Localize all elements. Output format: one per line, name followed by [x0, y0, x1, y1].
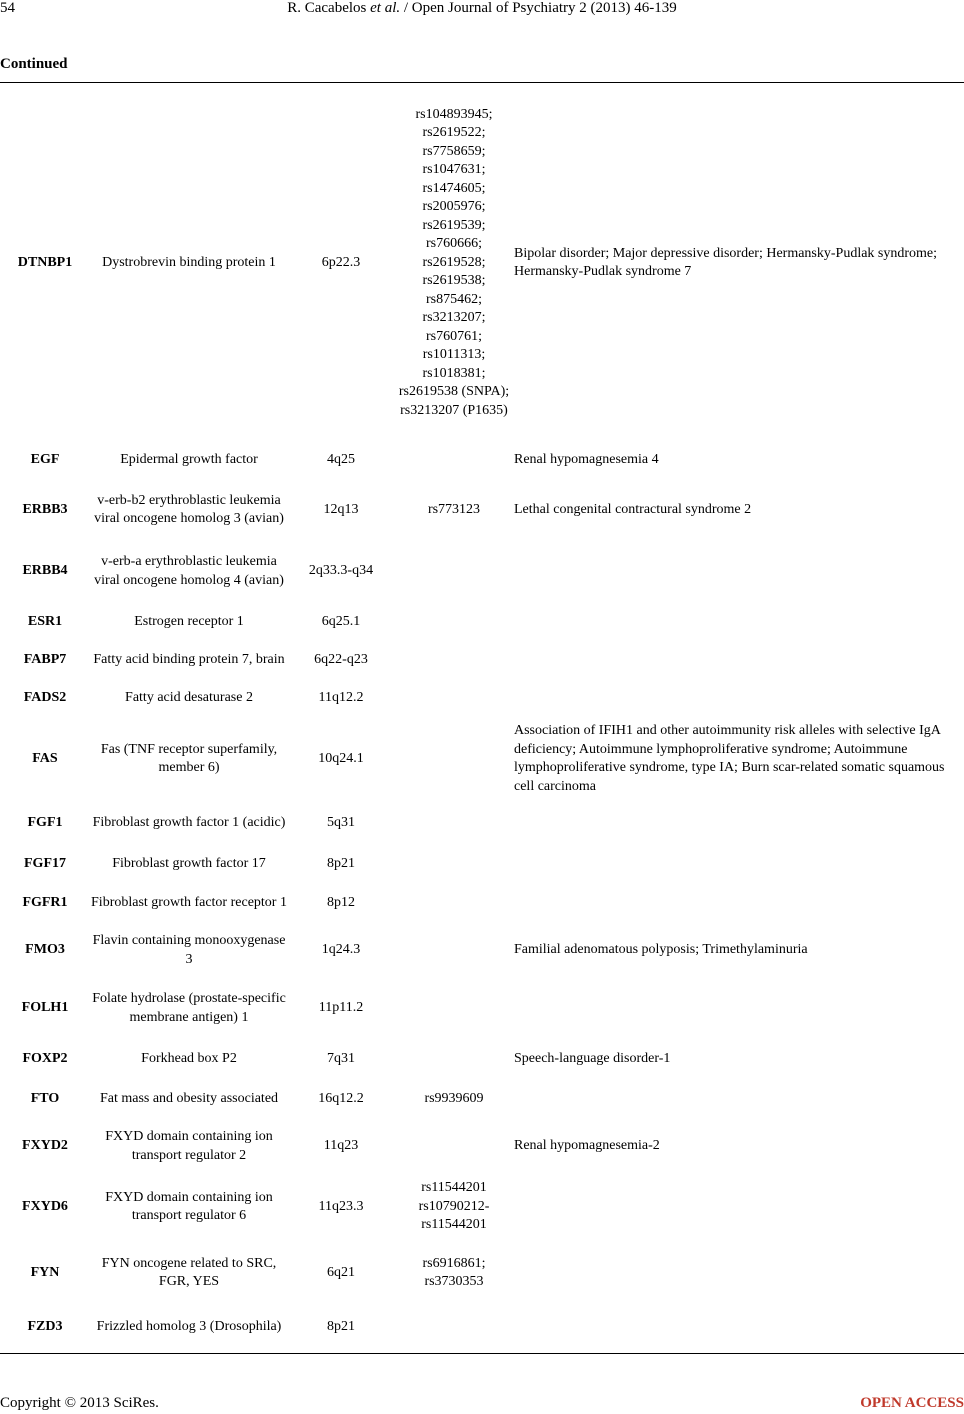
table-row — [0, 540, 964, 603]
snp-list-cell — [394, 540, 514, 603]
associated-disorders: Bipolar disorder; Major depressive disorder; Hermansky-Pudlak syndrome; Hermansky-Pudlak syndrome 7 — [514, 245, 938, 279]
chromosome-location: 8p21 — [327, 1319, 355, 1335]
chromosome-location: 11q23.3 — [318, 1198, 364, 1214]
gene-name-cell — [90, 1242, 288, 1304]
snp-list-cell — [394, 1040, 514, 1078]
table-row — [0, 1040, 964, 1078]
associated-disorders-cell — [514, 1121, 954, 1172]
gene-symbol: FXYD6 — [22, 1198, 68, 1214]
chromosome-location-cell — [288, 641, 394, 679]
chromosome-location-cell — [288, 800, 394, 846]
chromosome-location: 6q21 — [327, 1264, 355, 1280]
associated-disorders: Renal hypomagnesemia-2 — [514, 1138, 660, 1154]
gene-symbol: FZD3 — [27, 1319, 63, 1335]
gene-symbol: FYN — [30, 1264, 60, 1280]
table-row — [0, 718, 964, 800]
gene-name-cell — [90, 641, 288, 679]
running-head-journal: / Open Journal of Psychiatry 2 (2013) 46-139 — [400, 0, 677, 16]
gene-name: FYN oncogene related to SRC, FGR, YES — [101, 1255, 277, 1289]
snp-list-cell — [394, 800, 514, 846]
table-row — [0, 977, 964, 1040]
chromosome-location-cell — [288, 846, 394, 882]
open-access-label: OPEN ACCESS — [860, 1395, 964, 1411]
gene-name: Dystrobrevin binding protein 1 — [102, 254, 276, 270]
table-row — [0, 800, 964, 846]
chromosome-location: 12q13 — [323, 501, 359, 517]
chromosome-location: 6q25.1 — [321, 613, 361, 629]
associated-disorders: Speech-language disorder-1 — [514, 1050, 671, 1066]
gene-symbol-cell — [0, 1304, 90, 1351]
associated-disorders-cell — [514, 641, 954, 679]
table-row — [0, 603, 964, 641]
gene-name: Fas (TNF receptor superfamily, member 6) — [100, 741, 278, 775]
gene-name: FXYD domain containing ion transport regulator 2 — [105, 1129, 273, 1163]
snp-list-cell — [394, 1078, 514, 1121]
table-row — [0, 1304, 964, 1351]
associated-disorders: Familial adenomatous polyposis; Trimethylaminuria — [514, 942, 808, 958]
gene-name: Fatty acid binding protein 7, brain — [93, 651, 285, 667]
gene-symbol-cell — [0, 480, 90, 540]
gene-symbol-cell — [0, 800, 90, 846]
gene-symbol-cell — [0, 846, 90, 882]
snp-list: rs6916861; rs3730353 — [422, 1255, 486, 1289]
snp-list-cell — [394, 977, 514, 1040]
table-bottom-rule — [0, 1353, 964, 1354]
gene-name-cell — [90, 85, 288, 441]
associated-disorders: Renal hypomagnesemia 4 — [514, 452, 659, 468]
page-number: 54 — [0, 0, 15, 16]
gene-symbol-cell — [0, 441, 90, 480]
gene-symbol-cell — [0, 924, 90, 977]
associated-disorders-cell — [514, 977, 954, 1040]
gene-name: Fat mass and obesity associated — [99, 1091, 279, 1107]
gene-name: Frizzled homolog 3 (Drosophila) — [96, 1319, 282, 1335]
chromosome-location: 10q24.1 — [318, 750, 364, 766]
snp-list-cell — [394, 441, 514, 480]
chromosome-location-cell — [288, 718, 394, 800]
chromosome-location: 7q31 — [327, 1050, 355, 1066]
gene-symbol-cell — [0, 1121, 90, 1172]
chromosome-location-cell — [288, 1078, 394, 1121]
snp-list-cell — [394, 924, 514, 977]
gene-name-cell — [90, 718, 288, 800]
associated-disorders-cell — [514, 1172, 954, 1242]
associated-disorders-cell — [514, 441, 954, 480]
snp-list-cell — [394, 718, 514, 800]
associated-disorders-cell — [514, 882, 954, 924]
gene-symbol: FTO — [30, 1091, 60, 1107]
snp-list-cell — [394, 1172, 514, 1242]
table-top-rule — [0, 82, 964, 83]
snp-list-cell — [394, 603, 514, 641]
associated-disorders-cell — [514, 679, 954, 718]
associated-disorders-cell — [514, 924, 954, 977]
chromosome-location-cell — [288, 441, 394, 480]
gene-symbol-cell — [0, 718, 90, 800]
chromosome-location-cell — [288, 679, 394, 718]
associated-disorders: Association of IFIH1 and other autoimmunity risk alleles with selective IgA deficiency; Autoimmune lymphoproliferative syndrome; Autoimmune lymphoproliferative syndrome, type IA; Burn scar-related somatic squamous cell carcinoma — [514, 723, 945, 794]
gene-symbol-cell — [0, 1172, 90, 1242]
chromosome-location: 11q23 — [323, 1138, 359, 1154]
table-row — [0, 846, 964, 882]
associated-disorders-cell — [514, 1040, 954, 1078]
snp-list: rs11544201 rs10790212- rs11544201 — [418, 1180, 490, 1233]
gene-symbol-cell — [0, 85, 90, 441]
associated-disorders-cell — [514, 540, 954, 603]
chromosome-location: 6q22-q23 — [314, 651, 368, 667]
associated-disorders-cell — [514, 1078, 954, 1121]
table-row — [0, 882, 964, 924]
chromosome-location: 11p11.2 — [318, 1000, 364, 1016]
snp-list: rs104893945; rs2619522; rs7758659; rs1047631; rs1474605; rs2005976; rs2619539; rs760666; rs2619528; rs2619538; rs875462; rs3213207; rs760761; rs1011313; rs1018381; rs2619538 (SNPA); rs3213207 (P1635) — [398, 106, 510, 418]
gene-name: Fibroblast growth factor 17 — [112, 855, 266, 871]
gene-symbol-cell — [0, 882, 90, 924]
snp-list-cell — [394, 882, 514, 924]
table-row — [0, 1121, 964, 1172]
chromosome-location: 4q25 — [327, 452, 355, 468]
associated-disorders-cell — [514, 846, 954, 882]
gene-symbol: FGF17 — [24, 855, 66, 871]
gene-symbol: ERBB4 — [22, 563, 68, 579]
gene-symbol: FABP7 — [23, 651, 67, 667]
running-head — [0, 0, 964, 17]
gene-symbol: FXYD2 — [22, 1138, 68, 1154]
associated-disorders-cell — [514, 603, 954, 641]
gene-symbol-cell — [0, 977, 90, 1040]
gene-symbol-cell — [0, 1078, 90, 1121]
gene-name-cell — [90, 1121, 288, 1172]
snp-list-cell — [394, 1304, 514, 1351]
chromosome-location: 2q33.3-q34 — [308, 563, 374, 579]
table-row — [0, 641, 964, 679]
table-row — [0, 924, 964, 977]
snp-list-cell — [394, 679, 514, 718]
gene-symbol: FADS2 — [23, 690, 67, 706]
snp-list: rs9939609 — [424, 1091, 484, 1107]
chromosome-location: 5q31 — [327, 814, 355, 830]
gene-symbol-cell — [0, 540, 90, 603]
gene-name: Folate hydrolase (prostate-specific membrane antigen) 1 — [92, 991, 286, 1025]
gene-name: Fibroblast growth factor receptor 1 — [91, 894, 287, 910]
associated-disorders-cell — [514, 85, 954, 441]
gene-symbol: ERBB3 — [22, 501, 68, 517]
associated-disorders-cell — [514, 718, 954, 800]
table-row — [0, 480, 964, 540]
chromosome-location-cell — [288, 603, 394, 641]
chromosome-location-cell — [288, 1304, 394, 1351]
snp-list-cell — [394, 1242, 514, 1304]
running-head-et-al: et al. — [370, 0, 401, 16]
gene-name-cell — [90, 1304, 288, 1351]
gene-name-cell — [90, 924, 288, 977]
snp-list-cell — [394, 846, 514, 882]
table-row — [0, 1172, 964, 1242]
chromosome-location-cell — [288, 977, 394, 1040]
chromosome-location: 8p21 — [327, 855, 355, 871]
chromosome-location-cell — [288, 1242, 394, 1304]
chromosome-location-cell — [288, 85, 394, 441]
chromosome-location-cell — [288, 1121, 394, 1172]
gene-name: v-erb-a erythroblastic leukemia viral oncogene homolog 4 (avian) — [94, 554, 284, 588]
associated-disorders-cell — [514, 800, 954, 846]
chromosome-location: 6p22.3 — [321, 254, 361, 270]
running-head-authors: R. Cacabelos — [287, 0, 371, 16]
chromosome-location-cell — [288, 882, 394, 924]
gene-symbol: FAS — [32, 750, 58, 766]
gene-name: Forkhead box P2 — [141, 1050, 237, 1066]
table-row — [0, 679, 964, 718]
associated-disorders: Lethal congenital contractural syndrome 2 — [514, 501, 752, 517]
gene-name-cell — [90, 679, 288, 718]
gene-name-cell — [90, 1078, 288, 1121]
gene-name: Epidermal growth factor — [120, 452, 258, 468]
chromosome-location: 11q12.2 — [318, 690, 364, 706]
gene-name-cell — [90, 882, 288, 924]
table-row — [0, 441, 964, 480]
gene-name: Estrogen receptor 1 — [134, 613, 244, 629]
gene-name: Flavin containing monooxygenase 3 — [92, 933, 286, 967]
gene-name: Fatty acid desaturase 2 — [125, 690, 253, 706]
snp-list: rs773123 — [427, 501, 481, 517]
gene-symbol: EGF — [30, 452, 60, 468]
gene-symbol: FGF1 — [27, 814, 63, 830]
gene-symbol-cell — [0, 603, 90, 641]
associated-disorders-cell — [514, 480, 954, 540]
gene-symbol-cell — [0, 679, 90, 718]
gene-symbol: FOXP2 — [22, 1050, 68, 1066]
snp-list-cell — [394, 480, 514, 540]
snp-list-cell — [394, 1121, 514, 1172]
gene-name-cell — [90, 1172, 288, 1242]
gene-symbol-cell — [0, 1242, 90, 1304]
chromosome-location: 8p12 — [327, 894, 355, 910]
snp-list-cell — [394, 85, 514, 441]
chromosome-location-cell — [288, 480, 394, 540]
chromosome-location-cell — [288, 1172, 394, 1242]
gene-name: v-erb-b2 erythroblastic leukemia viral oncogene homolog 3 (avian) — [94, 492, 284, 526]
chromosome-location-cell — [288, 924, 394, 977]
associated-disorders-cell — [514, 1242, 954, 1304]
gene-symbol: DTNBP1 — [17, 254, 73, 270]
gene-name: FXYD domain containing ion transport regulator 6 — [105, 1189, 273, 1223]
gene-symbol: ESR1 — [27, 613, 63, 629]
gene-name-cell — [90, 977, 288, 1040]
chromosome-location-cell — [288, 540, 394, 603]
gene-name-cell — [90, 846, 288, 882]
table-row — [0, 85, 964, 441]
chromosome-location: 1q24.3 — [321, 942, 361, 958]
gene-name-cell — [90, 441, 288, 480]
table-row — [0, 1078, 964, 1121]
copyright-notice: Copyright © 2013 SciRes. — [0, 1395, 159, 1411]
associated-disorders-cell — [514, 1304, 954, 1351]
gene-symbol: FGFR1 — [22, 894, 68, 910]
gene-symbol-cell — [0, 1040, 90, 1078]
chromosome-location-cell — [288, 1040, 394, 1078]
table-continued-label: Continued — [0, 56, 68, 72]
table-row — [0, 1242, 964, 1304]
gene-name: Fibroblast growth factor 1 (acidic) — [92, 814, 286, 830]
gene-name-cell — [90, 540, 288, 603]
gene-symbol-cell — [0, 641, 90, 679]
gene-symbol: FOLH1 — [21, 1000, 69, 1016]
gene-symbol: FMO3 — [25, 942, 65, 958]
chromosome-location: 16q12.2 — [318, 1091, 364, 1107]
gene-name-cell — [90, 800, 288, 846]
gene-name-cell — [90, 1040, 288, 1078]
gene-name-cell — [90, 603, 288, 641]
gene-name-cell — [90, 480, 288, 540]
snp-list-cell — [394, 641, 514, 679]
